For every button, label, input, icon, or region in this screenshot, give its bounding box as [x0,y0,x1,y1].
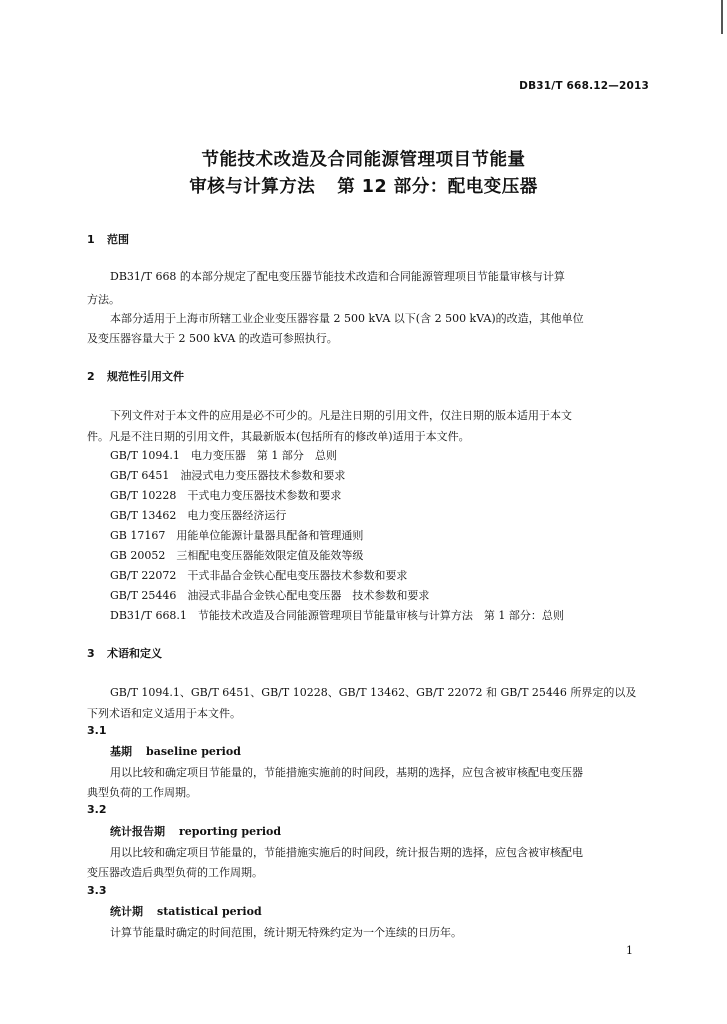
paragraph-line: 用以比较和确定项目节能量的，节能措施实施后的时间段，统计报告期的选择，应包含被审核配电 [110,846,583,859]
paragraph-line: 用以比较和确定项目节能量的，节能措施实施前的时间段，基期的选择，应包含被审核配电变压器 [110,766,583,779]
paragraph-line: DB31/T 668 的本部分规定了配电变压器节能技术改造和合同能源管理项目节能量审核与计算 [110,270,565,283]
paragraph-line: 本部分适用于上海市所辖工业企业变压器容量 2 500 kVA 以下(含 2 500 kVA)的改造，其他单位 [110,312,584,325]
section-heading-normative-references [87,368,184,384]
term-en: baseline period [146,745,241,758]
paragraph-line: 典型负荷的工作周期。 [87,786,197,799]
section-heading-terms-definitions [87,645,162,661]
paragraph-line: GB/T 1094.1、GB/T 6451、GB/T 10228、GB/T 13462、GB/T 22072 和 GB/T 25446 所界定的以及 [110,686,637,699]
section-number: 2 [87,370,95,383]
scan-edge-mark [721,0,723,34]
document-title-line-1: 节能技术改造及合同能源管理项目节能量 [201,150,526,170]
reference-item: GB/T 22072 干式非晶合金铁心配电变压器技术参数和要求 [110,569,408,582]
document-title-line-2 [0,173,727,198]
term-cn: 统计报告期 [110,825,165,838]
paragraph-line: 变压器改造后典型负荷的工作周期。 [87,866,263,879]
reference-item: DB31/T 668.1 节能技术改造及合同能源管理项目节能量审核与计算方法 第 1 部分：总则 [110,609,564,622]
reference-item: GB/T 1094.1 电力变压器 第 1 部分 总则 [110,449,337,462]
paragraph-line: 下列文件对于本文件的应用是必不可少的。凡是注日期的引用文件，仅注日期的版本适用于本文 [110,409,572,422]
document-title-part-a: 审核与计算方法 [189,177,316,197]
term-en: statistical period [157,905,262,918]
reference-item: GB/T 13462 电力变压器经济运行 [110,509,287,522]
reference-item: GB 20052 三相配电变压器能效限定值及能效等级 [110,549,364,562]
term-heading [110,903,262,919]
document-title-part-b: 第 12 部分：配电变压器 [337,177,538,197]
reference-item: GB/T 10228 干式电力变压器技术参数和要求 [110,489,342,502]
term-number: 3.3 [87,884,107,897]
section-title: 规范性引用文件 [107,370,184,383]
reference-item: GB/T 25446 油浸式非晶合金铁心配电变压器 技术参数和要求 [110,589,430,602]
paragraph-line: 及变压器容量大于 2 500 kVA 的改造可参照执行。 [87,332,338,345]
page-number: 1 [626,944,633,957]
section-number: 1 [87,233,95,246]
term-en: reporting period [179,825,282,838]
paragraph-line: 计算节能量时确定的时间范围，统计期无特殊约定为一个连续的日历年。 [110,926,462,939]
section-number: 3 [87,647,95,660]
term-heading [110,823,281,839]
standard-number: DB31/T 668.12—2013 [519,80,649,92]
term-cn: 基期 [110,745,132,758]
term-number: 3.1 [87,724,107,737]
paragraph-line: 方法。 [87,293,120,306]
section-heading-scope [87,231,129,247]
term-cn: 统计期 [110,905,143,918]
section-title: 范围 [107,233,129,246]
paragraph-line: 下列术语和定义适用于本文件。 [87,707,241,720]
term-number: 3.2 [87,803,107,816]
reference-item: GB/T 6451 油浸式电力变压器技术参数和要求 [110,469,346,482]
paragraph-line: 件。凡是不注日期的引用文件，其最新版本(包括所有的修改单)适用于本文件。 [87,430,470,443]
section-title: 术语和定义 [107,647,162,660]
reference-item: GB 17167 用能单位能源计量器具配备和管理通则 [110,529,364,542]
term-heading [110,743,241,759]
